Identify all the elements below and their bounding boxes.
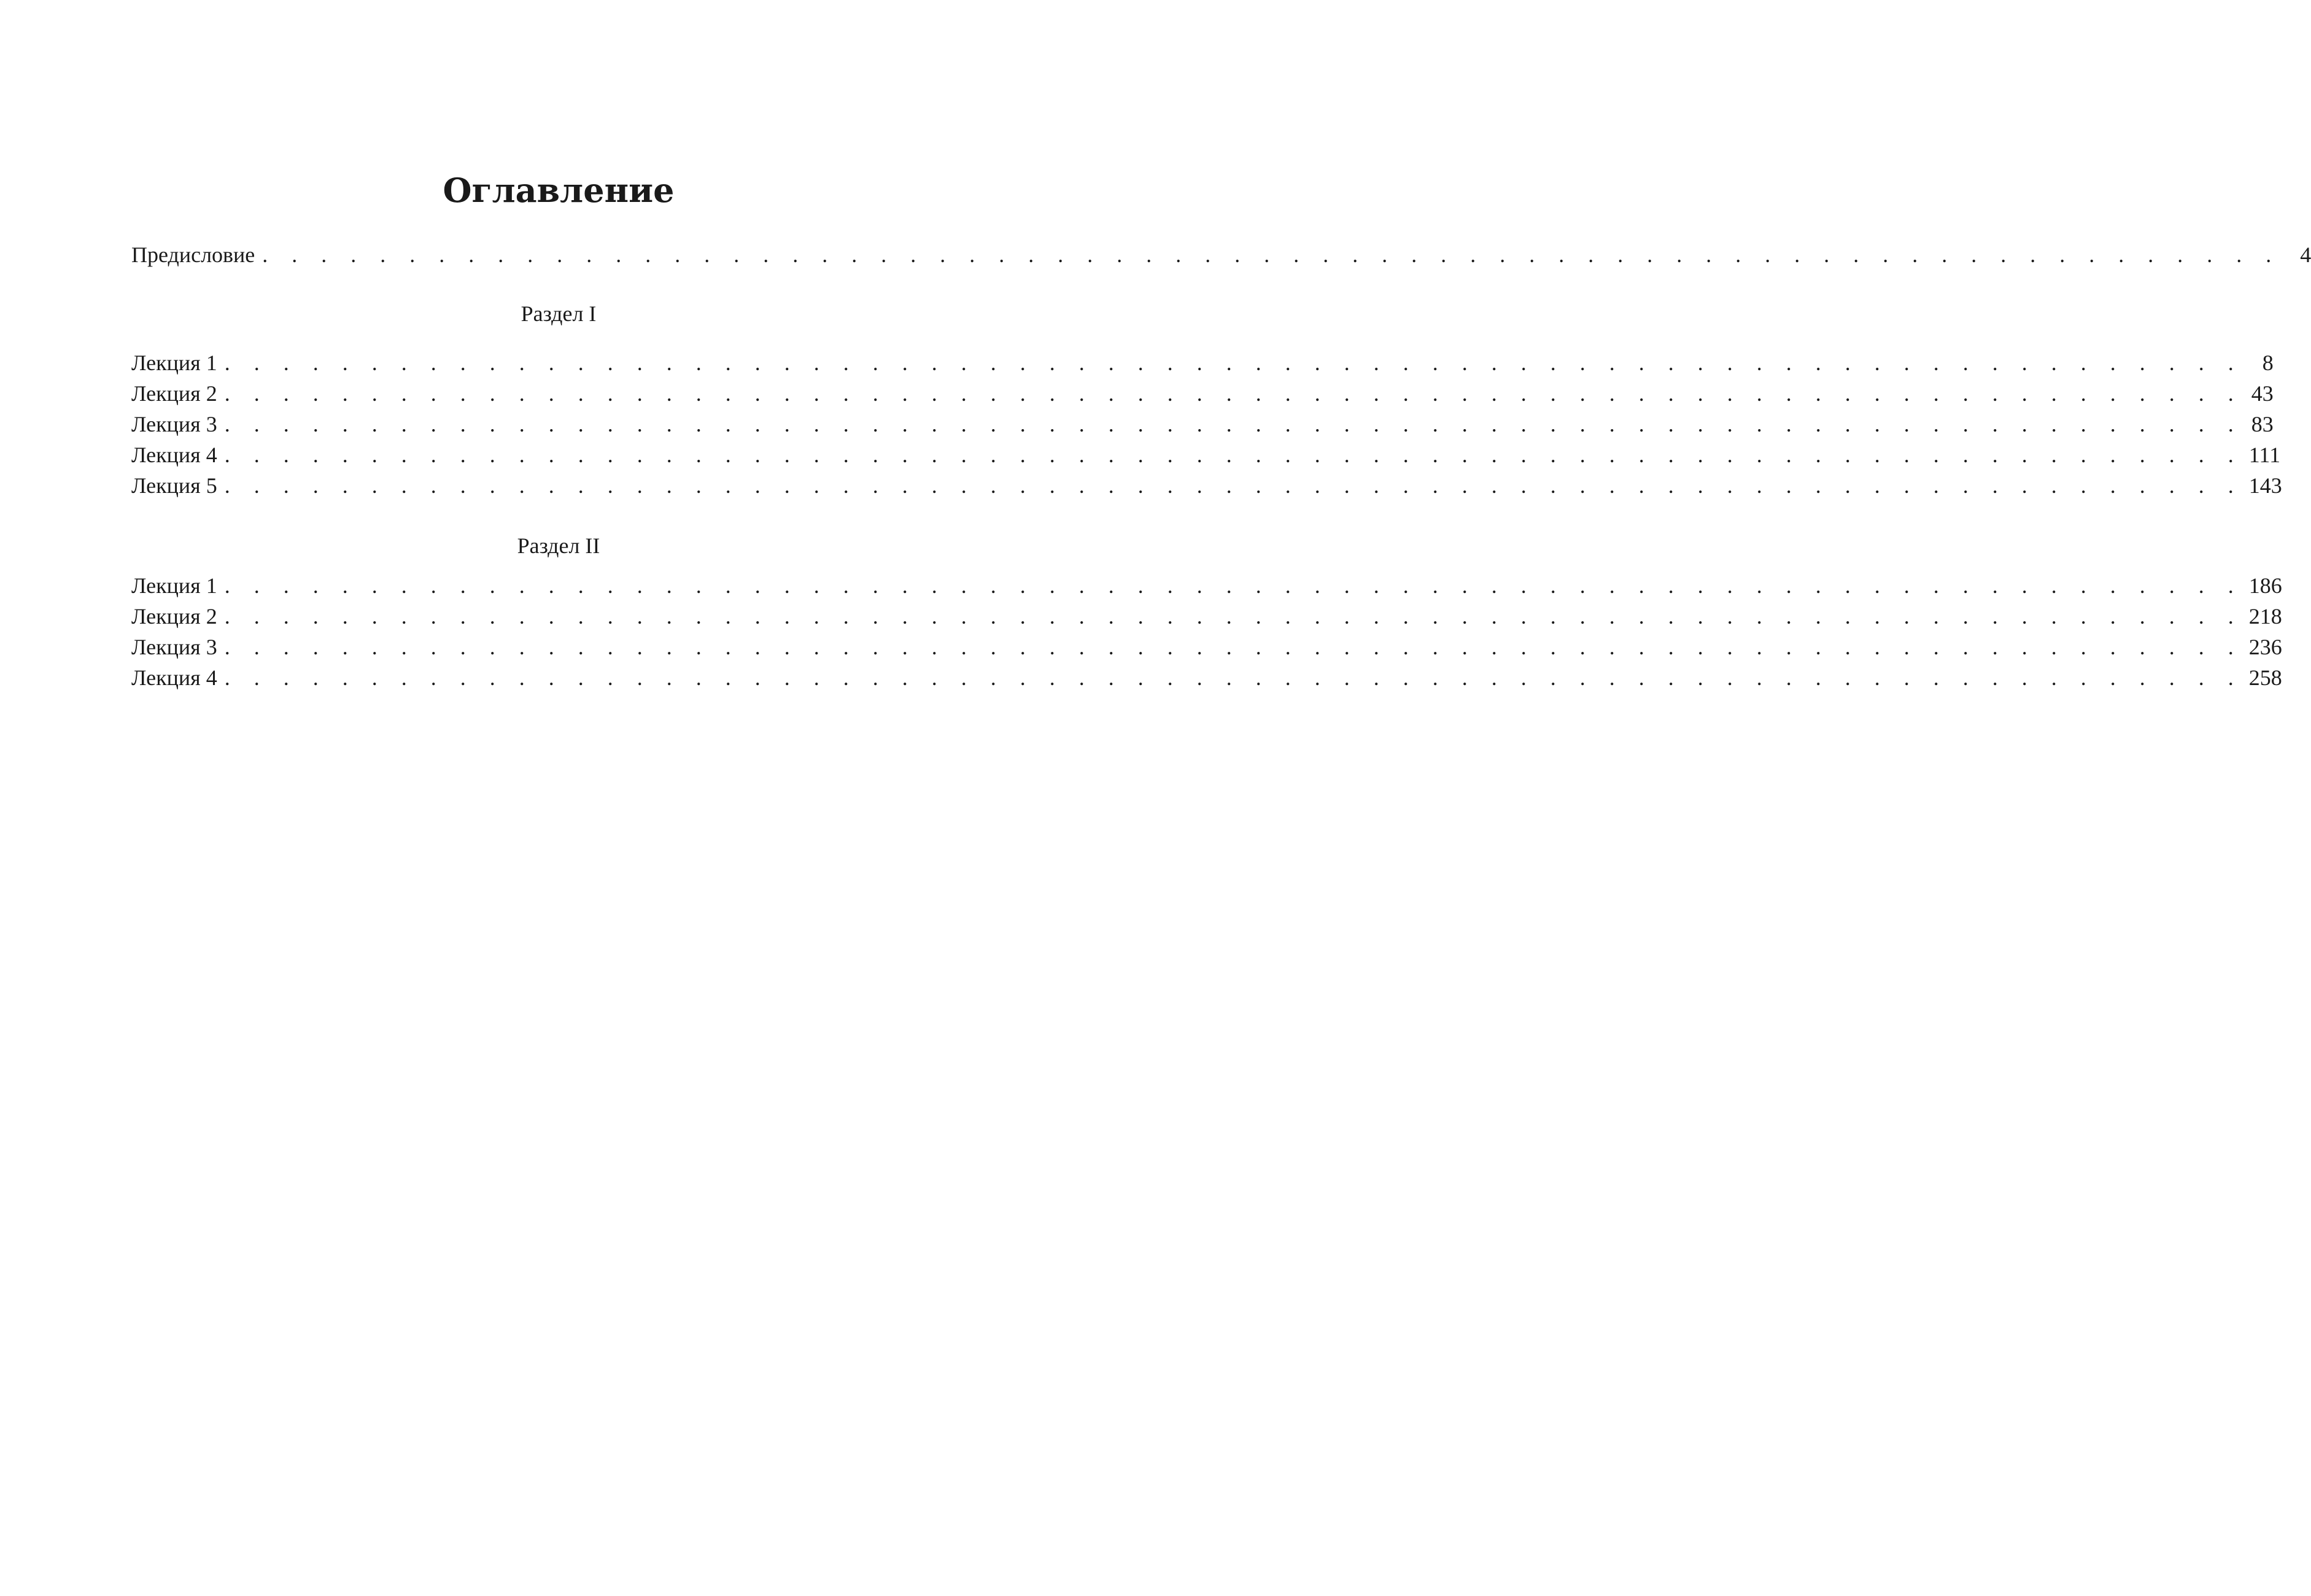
toc-entry-page: 8 [2262,351,2274,375]
dot-leader: . . . . . . . . . . . . . . . . . . . . . . . . . . . . . . . . . . . . . . . . . . . . . . . . . . . . . . . . . . . . . . . . . . . . . [224,604,2243,629]
toc-entry [131,601,2282,632]
toc-entry-label: Лекция 1 [131,351,217,375]
toc-entry [131,470,2282,501]
toc-entry-page: 43 [2251,381,2274,406]
toc-entry-page: 4 [2300,242,2311,267]
toc-entry-page: 218 [2248,604,2282,629]
dot-leader: . . . . . . . . . . . . . . . . . . . . . . . . . . . . . . . . . . . . . . . . . . . . . . . . . . . . . . . . . . . . . . . . . . . . . [224,573,2243,598]
dot-leader: . . . . . . . . . . . . . . . . . . . . . . . . . . . . . . . . . . . . . . . . . . . . . . . . . . . . . . . . . . . . . . . . . . . . . [262,242,2281,267]
toc-entry-page: 236 [2248,635,2282,659]
toc-entry [131,440,2281,470]
toc-entry-label: Лекция 3 [131,635,217,659]
page-title: Оглавление [443,171,675,210]
dot-leader: . . . . . . . . . . . . . . . . . . . . . . . . . . . . . . . . . . . . . . . . . . . . . . . . . . . . . . . . . . . . . . . . . . . . . [224,381,2243,406]
dot-leader: . . . . . . . . . . . . . . . . . . . . . . . . . . . . . . . . . . . . . . . . . . . . . . . . . . . . . . . . . . . . . . . . . . . . . [224,665,2243,690]
toc-section-2 [131,530,2282,693]
dot-leader: . . . . . . . . . . . . . . . . . . . . . . . . . . . . . . . . . . . . . . . . . . . . . . . . . . . . . . . . . . . . . . . . . . . . . [224,635,2243,659]
toc-entry-preface [131,239,2311,270]
toc-entry-label: Лекция 3 [131,412,217,436]
toc-entry [131,378,2274,409]
toc-entry [131,632,2282,662]
section-heading: Раздел II [517,533,600,558]
toc-entry-label: Предисловие [131,242,255,267]
dot-leader: . . . . . . . . . . . . . . . . . . . . . . . . . . . . . . . . . . . . . . . . . . . . . . . . . . . . . . . . . . . . . . . . . . . . . [224,443,2243,467]
toc-entry-label: Лекция 2 [131,604,217,629]
toc-entry-page: 143 [2248,473,2282,498]
toc-entry-label: Лекция 2 [131,381,217,406]
toc-entry [131,570,2282,601]
toc-entry-label: Лекция 4 [131,443,217,467]
toc-entry-page: 83 [2251,412,2274,436]
toc-entry [131,409,2274,440]
dot-leader: . . . . . . . . . . . . . . . . . . . . . . . . . . . . . . . . . . . . . . . . . . . . . . . . . . . . . . . . . . . . . . . . . . . . . [224,351,2243,375]
toc-section-1 [131,298,2282,501]
toc-entry-label: Лекция 1 [131,573,217,598]
toc-entry-label: Лекция 4 [131,665,217,690]
toc-entry [131,347,2274,378]
toc-entry-label: Лекция 5 [131,473,217,498]
toc-entry-page: 258 [2248,665,2282,690]
section-heading: Раздел I [521,301,597,326]
dot-leader: . . . . . . . . . . . . . . . . . . . . . . . . . . . . . . . . . . . . . . . . . . . . . . . . . . . . . . . . . . . . . . . . . . . . . [224,473,2243,498]
toc-entry [131,662,2282,693]
table-of-contents [131,239,2311,693]
toc-entry-page: 111 [2248,443,2281,467]
toc-entry-page: 186 [2248,573,2282,598]
dot-leader: . . . . . . . . . . . . . . . . . . . . . . . . . . . . . . . . . . . . . . . . . . . . . . . . . . . . . . . . . . . . . . . . . . . . . [224,412,2243,436]
